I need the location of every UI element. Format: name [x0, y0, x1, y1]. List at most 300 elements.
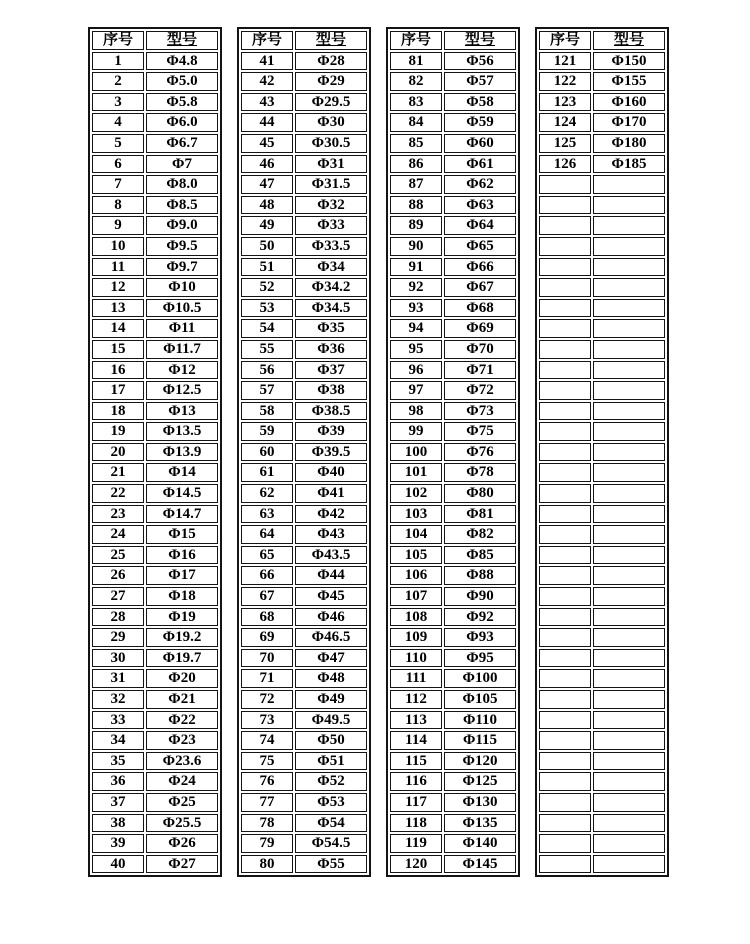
serial-cell: 63: [241, 505, 293, 524]
serial-cell: 12: [92, 278, 144, 297]
empty-table-row: [539, 484, 665, 503]
serial-cell: 50: [241, 237, 293, 256]
model-cell: Φ51: [295, 752, 367, 771]
header-row: [241, 31, 367, 50]
empty-serial-cell: [539, 525, 591, 544]
serial-cell: 106: [390, 566, 442, 585]
serial-cell: 103: [390, 505, 442, 524]
model-cell: Φ32: [295, 196, 367, 215]
table-row: [390, 669, 516, 688]
serial-cell: 8: [92, 196, 144, 215]
table-row: [241, 319, 367, 338]
table-row: [92, 278, 218, 297]
table-row: [539, 134, 665, 153]
table-row: [539, 113, 665, 132]
serial-cell: 3: [92, 93, 144, 112]
table-row: [390, 484, 516, 503]
serial-cell: 28: [92, 608, 144, 627]
model-cell: Φ39: [295, 422, 367, 441]
empty-model-cell: [593, 505, 665, 524]
table-row: [539, 72, 665, 91]
serial-cell: 78: [241, 814, 293, 833]
serial-cell: 54: [241, 319, 293, 338]
table-row: [92, 72, 218, 91]
serial-cell: 100: [390, 443, 442, 462]
model-cell: Φ38.5: [295, 402, 367, 421]
serial-cell: 26: [92, 566, 144, 585]
empty-serial-cell: [539, 711, 591, 730]
empty-serial-cell: [539, 505, 591, 524]
table-row: [390, 628, 516, 647]
empty-table-row: [539, 772, 665, 791]
table-row: [390, 72, 516, 91]
table-row: [241, 752, 367, 771]
serial-cell: 14: [92, 319, 144, 338]
model-cell: Φ76: [444, 443, 516, 462]
empty-model-cell: [593, 278, 665, 297]
empty-table-row: [539, 216, 665, 235]
table-row: [390, 608, 516, 627]
serial-cell: 24: [92, 525, 144, 544]
serial-cell: 120: [390, 855, 442, 874]
table-row: [390, 278, 516, 297]
empty-model-cell: [593, 361, 665, 380]
empty-model-cell: [593, 175, 665, 194]
serial-cell: 80: [241, 855, 293, 874]
empty-serial-cell: [539, 237, 591, 256]
empty-table-row: [539, 855, 665, 874]
model-cell: Φ40: [295, 463, 367, 482]
table-row: [390, 134, 516, 153]
serial-cell: 57: [241, 381, 293, 400]
serial-cell: 10: [92, 237, 144, 256]
model-cell: Φ46: [295, 608, 367, 627]
table-row: [390, 566, 516, 585]
empty-model-cell: [593, 690, 665, 709]
table-row: [241, 299, 367, 318]
serial-cell: 47: [241, 175, 293, 194]
table-row: [241, 505, 367, 524]
model-header: 型号: [295, 31, 367, 50]
empty-model-cell: [593, 814, 665, 833]
empty-model-cell: [593, 237, 665, 256]
table-row: [241, 772, 367, 791]
empty-serial-cell: [539, 258, 591, 277]
model-cell: Φ58: [444, 93, 516, 112]
model-cell: Φ6.7: [146, 134, 218, 153]
model-cell: Φ53: [295, 793, 367, 812]
model-table-group-4: [535, 27, 669, 877]
empty-table-row: [539, 299, 665, 318]
serial-cell: 5: [92, 134, 144, 153]
serial-cell: 111: [390, 669, 442, 688]
serial-cell: 76: [241, 772, 293, 791]
table-row: [92, 340, 218, 359]
model-cell: Φ31.5: [295, 175, 367, 194]
model-cell: Φ33: [295, 216, 367, 235]
table-row: [92, 711, 218, 730]
table-row: [92, 814, 218, 833]
table-row: [241, 258, 367, 277]
serial-cell: 108: [390, 608, 442, 627]
table-row: [390, 52, 516, 71]
empty-serial-cell: [539, 381, 591, 400]
model-cell: Φ30.5: [295, 134, 367, 153]
model-cell: Φ36: [295, 340, 367, 359]
empty-serial-cell: [539, 793, 591, 812]
serial-cell: 20: [92, 443, 144, 462]
empty-table-row: [539, 566, 665, 585]
table-row: [241, 587, 367, 606]
empty-table-row: [539, 793, 665, 812]
model-cell: Φ56: [444, 52, 516, 71]
model-cell: Φ46.5: [295, 628, 367, 647]
empty-table-row: [539, 381, 665, 400]
table-row: [92, 381, 218, 400]
table-row: [390, 402, 516, 421]
model-cell: Φ52: [295, 772, 367, 791]
empty-table-row: [539, 690, 665, 709]
table-row: [390, 505, 516, 524]
table-row: [92, 93, 218, 112]
model-cell: Φ64: [444, 216, 516, 235]
empty-serial-cell: [539, 443, 591, 462]
model-cell: Φ35: [295, 319, 367, 338]
table-row: [241, 402, 367, 421]
empty-model-cell: [593, 587, 665, 606]
table-row: [92, 216, 218, 235]
empty-table-row: [539, 463, 665, 482]
serial-cell: 109: [390, 628, 442, 647]
serial-cell: 94: [390, 319, 442, 338]
serial-cell: 38: [92, 814, 144, 833]
model-cell: Φ180: [593, 134, 665, 153]
serial-cell: 42: [241, 72, 293, 91]
empty-model-cell: [593, 834, 665, 853]
serial-cell: 124: [539, 113, 591, 132]
serial-cell: 82: [390, 72, 442, 91]
serial-cell: 7: [92, 175, 144, 194]
model-cell: Φ9.7: [146, 258, 218, 277]
serial-cell: 31: [92, 669, 144, 688]
table-row: [241, 216, 367, 235]
empty-model-cell: [593, 402, 665, 421]
serial-cell: 87: [390, 175, 442, 194]
empty-serial-cell: [539, 340, 591, 359]
table-row: [92, 134, 218, 153]
model-cell: Φ80: [444, 484, 516, 503]
empty-serial-cell: [539, 319, 591, 338]
table-row: [92, 525, 218, 544]
table-row: [241, 155, 367, 174]
serial-cell: 23: [92, 505, 144, 524]
table-row: [241, 669, 367, 688]
model-cell: Φ31: [295, 155, 367, 174]
model-cell: Φ37: [295, 361, 367, 380]
model-cell: Φ34.2: [295, 278, 367, 297]
model-cell: Φ8.0: [146, 175, 218, 194]
empty-serial-cell: [539, 690, 591, 709]
serial-cell: 4: [92, 113, 144, 132]
table-row: [92, 484, 218, 503]
model-cell: Φ26: [146, 834, 218, 853]
table-row: [92, 690, 218, 709]
empty-serial-cell: [539, 463, 591, 482]
empty-model-cell: [593, 628, 665, 647]
serial-cell: 2: [92, 72, 144, 91]
model-cell: Φ33.5: [295, 237, 367, 256]
model-cell: Φ12: [146, 361, 218, 380]
empty-serial-cell: [539, 855, 591, 874]
model-header: 型号: [593, 31, 665, 50]
empty-model-cell: [593, 731, 665, 750]
serial-cell: 60: [241, 443, 293, 462]
empty-model-cell: [593, 381, 665, 400]
empty-table-row: [539, 443, 665, 462]
table-row: [92, 752, 218, 771]
model-cell: Φ20: [146, 669, 218, 688]
table-row: [92, 463, 218, 482]
serial-cell: 118: [390, 814, 442, 833]
table-row: [241, 546, 367, 565]
serial-cell: 93: [390, 299, 442, 318]
model-cell: Φ48: [295, 669, 367, 688]
empty-model-cell: [593, 566, 665, 585]
empty-table-row: [539, 319, 665, 338]
serial-cell: 19: [92, 422, 144, 441]
model-cell: Φ39.5: [295, 443, 367, 462]
empty-table-row: [539, 237, 665, 256]
header-row: [92, 31, 218, 50]
model-cell: Φ22: [146, 711, 218, 730]
serial-cell: 6: [92, 155, 144, 174]
model-cell: Φ41: [295, 484, 367, 503]
empty-table-row: [539, 711, 665, 730]
model-header: 型号: [146, 31, 218, 50]
model-cell: Φ47: [295, 649, 367, 668]
model-cell: Φ13.5: [146, 422, 218, 441]
serial-cell: 9: [92, 216, 144, 235]
model-cell: Φ10.5: [146, 299, 218, 318]
model-cell: Φ185: [593, 155, 665, 174]
serial-cell: 1: [92, 52, 144, 71]
empty-table-row: [539, 814, 665, 833]
model-cell: Φ115: [444, 731, 516, 750]
model-cell: Φ62: [444, 175, 516, 194]
table-row: [241, 608, 367, 627]
serial-cell: 79: [241, 834, 293, 853]
model-cell: Φ110: [444, 711, 516, 730]
model-cell: Φ61: [444, 155, 516, 174]
model-cell: Φ23: [146, 731, 218, 750]
table-row: [390, 814, 516, 833]
empty-serial-cell: [539, 402, 591, 421]
serial-cell: 11: [92, 258, 144, 277]
model-cell: Φ7: [146, 155, 218, 174]
empty-serial-cell: [539, 361, 591, 380]
model-cell: Φ90: [444, 587, 516, 606]
table-row: [92, 175, 218, 194]
model-cell: Φ170: [593, 113, 665, 132]
serial-cell: 125: [539, 134, 591, 153]
empty-serial-cell: [539, 628, 591, 647]
serial-cell: 58: [241, 402, 293, 421]
empty-table-row: [539, 628, 665, 647]
serial-cell: 35: [92, 752, 144, 771]
empty-serial-cell: [539, 834, 591, 853]
serial-cell: 13: [92, 299, 144, 318]
serial-cell: 102: [390, 484, 442, 503]
empty-serial-cell: [539, 587, 591, 606]
table-row: [92, 669, 218, 688]
model-cell: Φ72: [444, 381, 516, 400]
empty-model-cell: [593, 525, 665, 544]
empty-table-row: [539, 196, 665, 215]
header-row: [390, 31, 516, 50]
serial-cell: 110: [390, 649, 442, 668]
serial-cell: 122: [539, 72, 591, 91]
empty-table-row: [539, 258, 665, 277]
serial-cell: 49: [241, 216, 293, 235]
model-cell: Φ69: [444, 319, 516, 338]
empty-serial-cell: [539, 649, 591, 668]
empty-model-cell: [593, 196, 665, 215]
model-cell: Φ70: [444, 340, 516, 359]
serial-cell: 67: [241, 587, 293, 606]
model-cell: Φ34: [295, 258, 367, 277]
serial-cell: 30: [92, 649, 144, 668]
table-row: [241, 134, 367, 153]
table-row: [92, 649, 218, 668]
serial-cell: 98: [390, 402, 442, 421]
serial-cell: 89: [390, 216, 442, 235]
table-row: [241, 463, 367, 482]
model-cell: Φ125: [444, 772, 516, 791]
serial-number-header: 序号: [92, 31, 144, 50]
model-cell: Φ28: [295, 52, 367, 71]
table-row: [390, 196, 516, 215]
table-row: [92, 587, 218, 606]
model-table-group-3: [386, 27, 520, 877]
table-row: [390, 731, 516, 750]
serial-cell: 66: [241, 566, 293, 585]
empty-serial-cell: [539, 196, 591, 215]
table-row: [241, 855, 367, 874]
model-table-group-1: [88, 27, 222, 877]
model-cell: Φ23.6: [146, 752, 218, 771]
model-cell: Φ60: [444, 134, 516, 153]
model-cell: Φ92: [444, 608, 516, 627]
serial-cell: 48: [241, 196, 293, 215]
table-row: [92, 628, 218, 647]
serial-cell: 59: [241, 422, 293, 441]
serial-number-header: 序号: [241, 31, 293, 50]
table-row: [241, 175, 367, 194]
table-row: [241, 72, 367, 91]
table-row: [241, 566, 367, 585]
table-row: [241, 628, 367, 647]
model-cell: Φ25.5: [146, 814, 218, 833]
model-cell: Φ16: [146, 546, 218, 565]
model-cell: Φ9.5: [146, 237, 218, 256]
model-cell: Φ73: [444, 402, 516, 421]
model-cell: Φ71: [444, 361, 516, 380]
serial-cell: 71: [241, 669, 293, 688]
table-row: [92, 546, 218, 565]
model-cell: Φ50: [295, 731, 367, 750]
table-row: [390, 752, 516, 771]
model-cell: Φ38: [295, 381, 367, 400]
serial-cell: 52: [241, 278, 293, 297]
serial-cell: 45: [241, 134, 293, 153]
serial-cell: 85: [390, 134, 442, 153]
model-cell: Φ13.9: [146, 443, 218, 462]
model-cell: Φ4.8: [146, 52, 218, 71]
serial-cell: 101: [390, 463, 442, 482]
empty-serial-cell: [539, 608, 591, 627]
table-row: [390, 834, 516, 853]
model-cell: Φ15: [146, 525, 218, 544]
serial-cell: 27: [92, 587, 144, 606]
table-row: [390, 690, 516, 709]
table-row: [390, 443, 516, 462]
serial-cell: 72: [241, 690, 293, 709]
serial-cell: 116: [390, 772, 442, 791]
model-tables: [88, 27, 669, 877]
table-row: [390, 299, 516, 318]
table-row: [241, 422, 367, 441]
empty-model-cell: [593, 463, 665, 482]
serial-cell: 83: [390, 93, 442, 112]
table-row: [241, 381, 367, 400]
model-cell: Φ145: [444, 855, 516, 874]
serial-cell: 107: [390, 587, 442, 606]
table-row: [390, 793, 516, 812]
table-row: [390, 340, 516, 359]
model-cell: Φ12.5: [146, 381, 218, 400]
serial-cell: 92: [390, 278, 442, 297]
empty-serial-cell: [539, 299, 591, 318]
model-cell: Φ95: [444, 649, 516, 668]
empty-serial-cell: [539, 669, 591, 688]
model-cell: Φ68: [444, 299, 516, 318]
model-cell: Φ54.5: [295, 834, 367, 853]
model-cell: Φ49.5: [295, 711, 367, 730]
serial-cell: 39: [92, 834, 144, 853]
table-row: [92, 196, 218, 215]
model-cell: Φ19.7: [146, 649, 218, 668]
serial-cell: 61: [241, 463, 293, 482]
table-row: [92, 505, 218, 524]
empty-table-row: [539, 752, 665, 771]
table-row: [390, 237, 516, 256]
serial-cell: 74: [241, 731, 293, 750]
empty-serial-cell: [539, 175, 591, 194]
model-cell: Φ42: [295, 505, 367, 524]
model-cell: Φ29: [295, 72, 367, 91]
serial-cell: 105: [390, 546, 442, 565]
table-row: [390, 422, 516, 441]
table-row: [390, 772, 516, 791]
serial-cell: 16: [92, 361, 144, 380]
table-row: [92, 772, 218, 791]
table-row: [390, 319, 516, 338]
empty-table-row: [539, 278, 665, 297]
model-cell: Φ13: [146, 402, 218, 421]
empty-table-row: [539, 361, 665, 380]
table-row: [92, 443, 218, 462]
empty-model-cell: [593, 669, 665, 688]
